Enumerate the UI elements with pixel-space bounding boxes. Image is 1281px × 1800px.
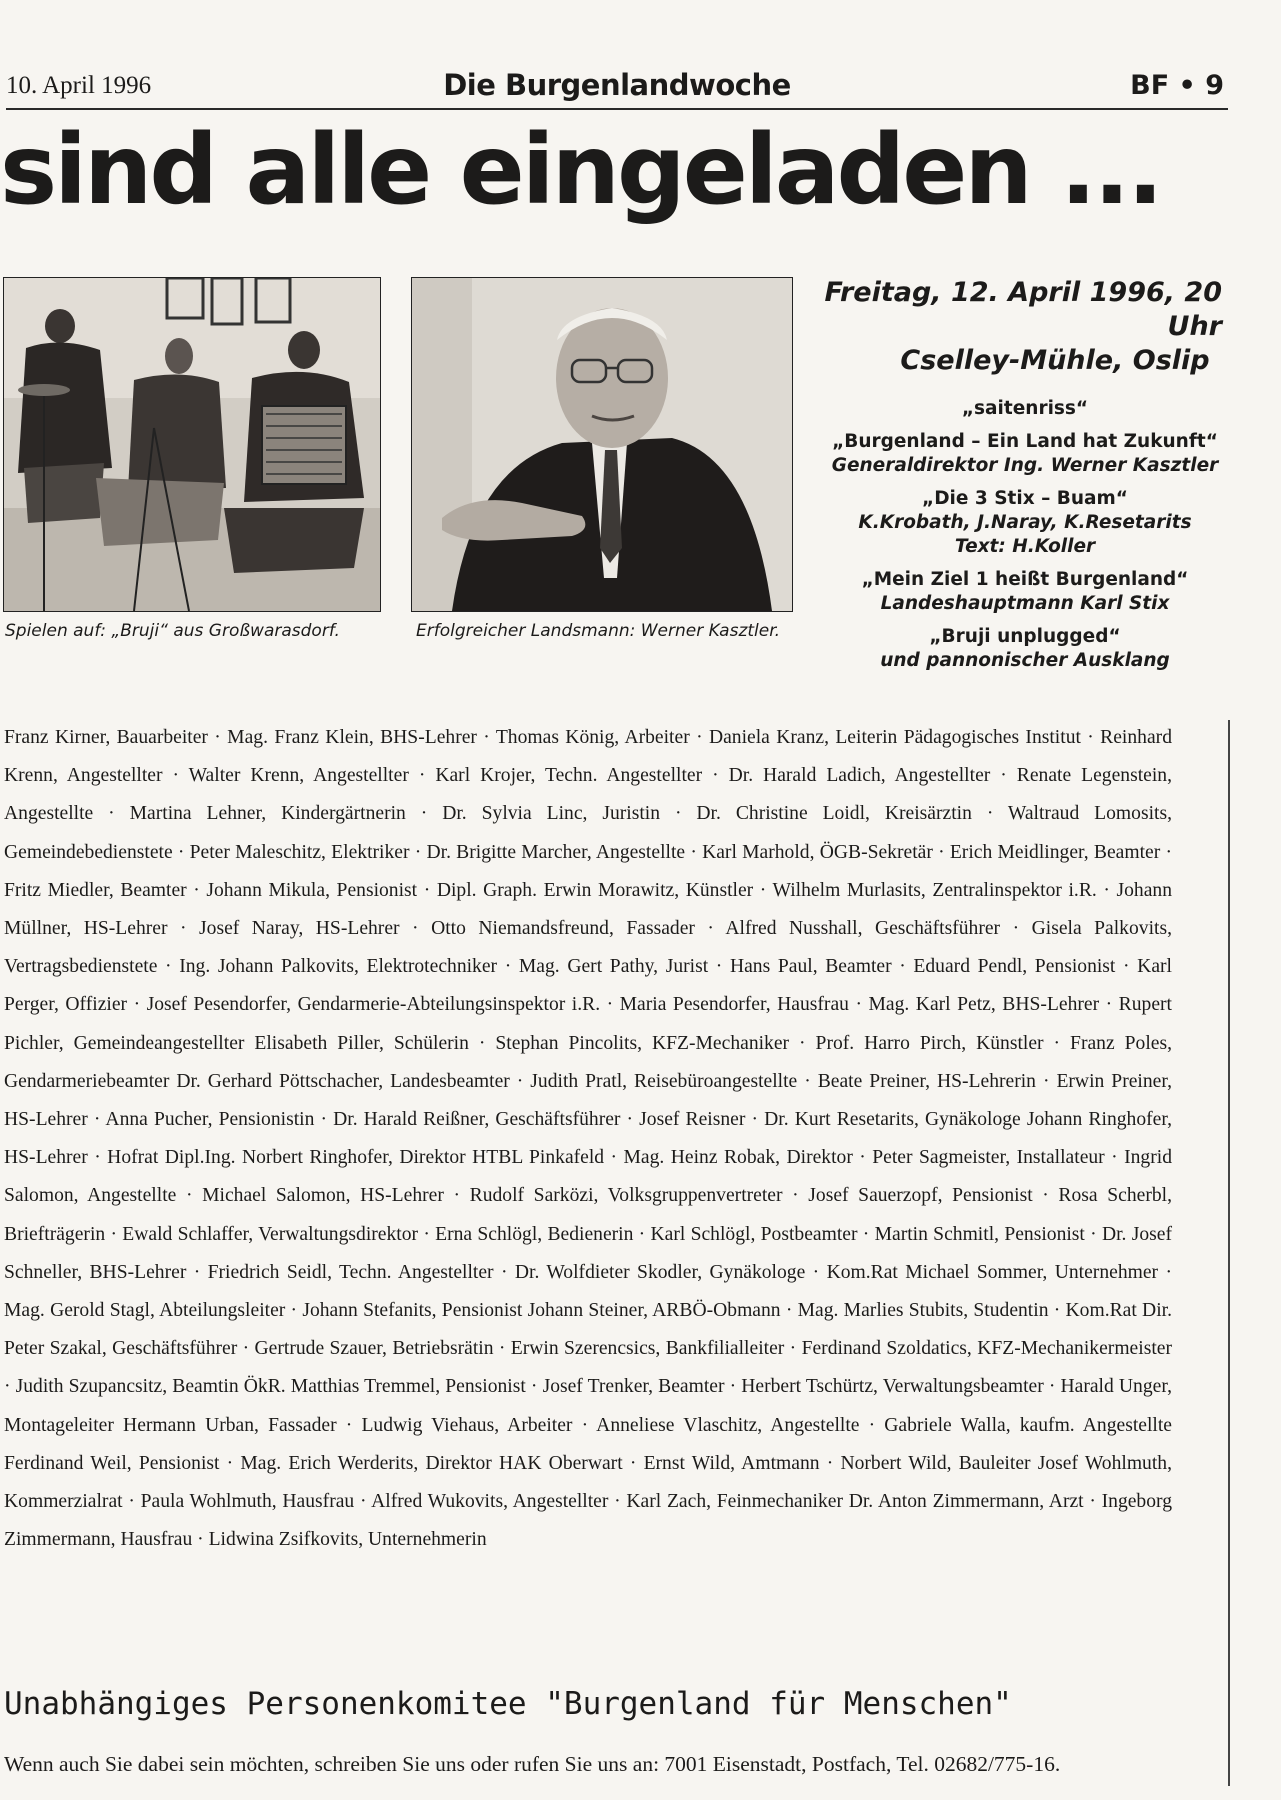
program-title: „Die 3 Stix – Buam“ (922, 488, 1128, 509)
program-title: „Burgenland – Ein Land hat Zukunft“ (832, 431, 1218, 452)
program-title: „Mein Ziel 1 heißt Burgenland“ (861, 569, 1189, 590)
event-box (820, 276, 1230, 673)
supporter-list: Franz Kirner, Bauarbeiter · Mag. Franz Klein, BHS-Lehrer · Thomas König, Arbeiter · Daniela Kranz, Leiterin Pädagogisches Institut · Reinhard Krenn, Angestellter · Walter Krenn, Angestellter · Karl Krojer, Techn. Angestellter · Dr. Harald Ladich, Angestellter · Renate Legenstein, Angestellte · Martina Lehner, Kindergärtnerin · Dr. Sylvia Linc, Juristin · Dr. Christine Loidl, Kreisärztin · Waltraud Lomosits, Gemeindebedienstete · Peter Maleschitz, Elektriker · Dr. Brigitte Marcher, Angestellte · Karl Marhold, ÖGB-Sekretär · Erich Meidlinger, Beamter · Fritz Miedler, Beamter · Johann Mikula, Pensionist · Dipl. Graph. Erwin Morawitz, Künstler · Wilhelm Murlasits, Zentralinspektor i.R. · Johann Müllner, HS-Lehrer · Josef Naray, HS-Lehrer · Otto Niemandsfreund, Fassader · Alfred Nusshall, Geschäftsführer · Gisela Palkovits, Vertragsbedienstete · Ing. Johann Palkovits, Elektrotechniker · Mag. Gert Pathy, Jurist · Hans Paul, Beamter · Eduard Pendl, Pensionist · Karl Perger, Offizier · Josef Pesendorfer, Gendarmerie-Abteilungsinspektor i.R. · Maria Pesendorfer, Hausfrau · Mag. Karl Petz, BHS-Lehrer · Rupert Pichler, Gemeindeangestellter Elisabeth Piller, Schülerin · Stephan Pincolits, KFZ-Mechaniker · Prof. Harro Pirch, Künstler · Franz Poles, Gendarmeriebeamter Dr. Gerhard Pöttschacher, Landesbeamter · Judith Pratl, Reisebüroangestellte · Beate Preiner, HS-Lehrerin · Erwin Preiner, HS-Lehrer · Anna Pucher, Pensionistin · Dr. Harald Reißner, Geschäftsführer · Josef Reisner · Dr. Kurt Resetarits, Gynäkologe Johann Ringhofer, HS-Lehrer · Hofrat Dipl.Ing. Norbert Ringhofer, Direktor HTBL Pinkafeld · Mag. Heinz Robak, Direktor · Peter Sagmeister, Installateur · Ingrid Salomon, Angestellte · Michael Salomon, HS-Lehrer · Rudolf Sarközi, Volksgruppenvertreter · Josef Sauerzopf, Pensionist · Rosa Scherbl, Briefträgerin · Ewald Schlaffer, Verwaltungsdirektor · Erna Schlögl, Bedienerin · Karl Schlögl, Postbeamter · Martin Schmitl, Pensionist · Dr. Josef Schneller, BHS-Lehrer · Friedrich Seidl, Techn. Angestellter · Dr. Wolfdieter Skodler, Gynäkologe · Kom.Rat Michael Sommer, Unternehmer · Mag. Gerold Stagl, Abteilungsleiter · Johann Stefanits, Pensionist Johann Steiner, ARBÖ-Obmann · Mag. Marlies Stubits, Studentin · Kom.Rat Dir. Peter Szakal, Geschäftsführer · Gertrude Szauer, Betriebsrätin · Erwin Szerencsics, Bankfilialleiter · Ferdinand Szoldatics, KFZ-Mechanikermeister · Judith Szupancsitz, Beamtin ÖkR. Matthias Tremmel, Pensionist · Josef Trenker, Beamter · Herbert Tschürtz, Verwaltungsbeamter · Harald Unger, Montageleiter Hermann Urban, Fassader · Ludwig Viehaus, Arbeiter · Anneliese Vlaschitz, Angestellte · Gabriele Walla, kaufm. Angestellte Ferdinand Weil, Pensionist · Mag. Erich Werderits, Direktor HAK Oberwart · Ernst Wild, Amtmann · Norbert Wild, Bauleiter Josef Wohlmuth, Kommerzialrat · Paula Wohlmuth, Hausfrau · Alfred Wukovits, Angestellter · Karl Zach, Feinmechaniker Dr. Anton Zimmermann, Arzt · Ingeborg Zimmermann, Hausfrau · Lidwina Zsifkovits, Unternehmerin (4, 727, 1172, 1551)
headline: sind alle eingeladen ... (0, 114, 1161, 226)
event-venue: Cselley-Mühle, Oslip (900, 345, 1210, 376)
program-subtitle: Text: H.Koller (954, 536, 1096, 557)
committee-name: Unabhängiges Personenkomitee "Burgenland für Menschen" (4, 1686, 1012, 1722)
program-subtitle: K.Krobath, J.Naray, K.Resetarits (858, 512, 1192, 533)
band-photo (3, 277, 381, 612)
contact-info: Wenn auch Sie dabei sein möchten, schreiben Sie uns oder rufen Sie uns an: 7001 Eisenstadt, Postfach, Tel. 02682/775-16. (4, 1752, 1061, 1776)
page-header (6, 66, 1228, 110)
page-number: BF • 9 (1130, 70, 1224, 101)
band-photo-image (4, 278, 380, 611)
event-date: Freitag, 12. April 1996, 20 Uhr (824, 277, 1222, 342)
portrait-photo-image (412, 278, 792, 611)
program-title: „Bruji unplugged“ (929, 626, 1121, 647)
issue-date: 10. April 1996 (6, 72, 152, 99)
publication-title: Die Burgenlandwoche (443, 68, 791, 102)
program-title: „saitenriss“ (961, 398, 1089, 419)
program-subtitle: und pannonischer Ausklang (880, 650, 1170, 671)
program-subtitle: Generaldirektor Ing. Werner Kasztler (831, 455, 1219, 476)
event-program (820, 396, 1230, 673)
program-subtitle: Landeshauptmann Karl Stix (880, 593, 1170, 614)
column-rule (1228, 720, 1230, 1786)
band-photo-caption: Spielen auf: „Bruji“ aus Großwarasdorf. (5, 621, 340, 641)
portrait-photo-caption: Erfolgreicher Landsmann: Werner Kasztler. (416, 621, 781, 641)
portrait-photo (411, 277, 793, 612)
